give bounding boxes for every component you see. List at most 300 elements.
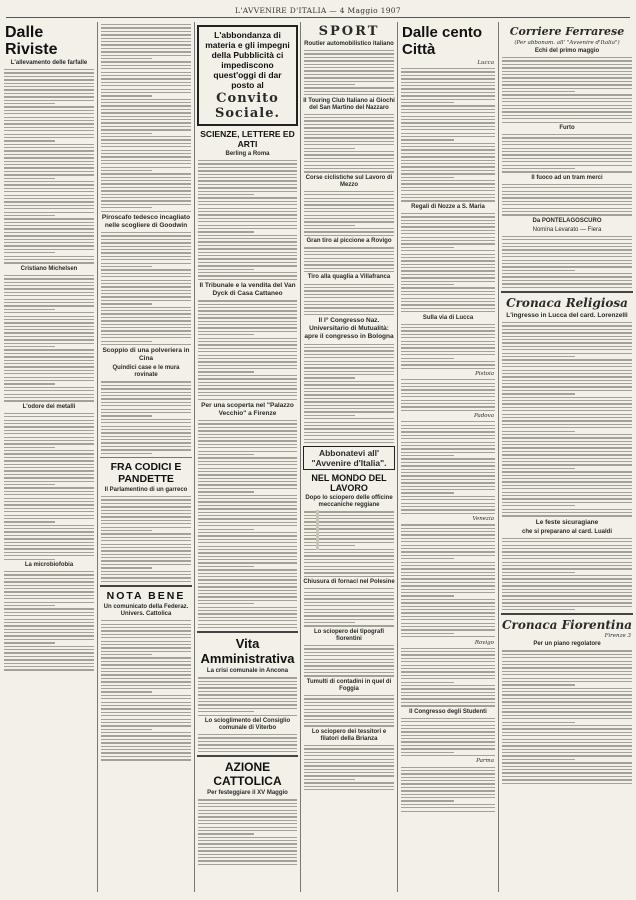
dateline: Rovigo [474, 639, 494, 646]
text-line [401, 383, 495, 384]
article-body [303, 50, 395, 95]
text-line [101, 449, 191, 450]
text-line [101, 183, 191, 184]
text-line [198, 529, 254, 530]
text-line [401, 787, 495, 788]
dateline: Padova [474, 413, 494, 420]
text-line [502, 420, 632, 421]
text-line [401, 281, 495, 282]
text-line [198, 258, 297, 259]
text-line [304, 779, 355, 780]
text-line [101, 627, 191, 628]
text-line [401, 194, 495, 195]
text-line [401, 486, 495, 487]
text-line [401, 465, 495, 466]
text-line [304, 225, 355, 226]
text-line [502, 239, 632, 240]
text-line [401, 735, 495, 736]
text-line [4, 528, 94, 529]
text-line [101, 266, 152, 267]
text-line [401, 558, 454, 559]
text-line [401, 606, 495, 607]
text-line [198, 399, 297, 400]
text-line [198, 265, 297, 266]
text-line [401, 428, 495, 429]
text-line [502, 67, 632, 68]
text-line [4, 222, 94, 223]
text-line [502, 578, 632, 579]
text-line [401, 368, 495, 369]
text-line [502, 363, 632, 364]
text-line [304, 442, 394, 443]
text-line [198, 698, 297, 699]
text-line [4, 316, 94, 317]
text-line [502, 84, 632, 85]
text-line [304, 652, 394, 653]
text-line [101, 55, 191, 56]
text-line [101, 530, 152, 531]
text-line [401, 658, 495, 659]
text-line [401, 671, 495, 672]
text-line [502, 766, 632, 767]
text-line [401, 260, 495, 261]
text-line [304, 665, 394, 666]
article-body [100, 24, 192, 212]
text-line [4, 123, 94, 124]
text-line [304, 350, 394, 351]
text-line [502, 572, 575, 573]
text-line [4, 542, 94, 543]
text-line [401, 410, 495, 411]
text-line [502, 568, 632, 569]
text-line [304, 347, 394, 348]
text-line [101, 24, 191, 25]
text-line [502, 214, 632, 215]
text-line [101, 263, 191, 264]
text-line [401, 721, 495, 722]
text-line [401, 226, 495, 227]
text-line [304, 598, 394, 599]
text-line [4, 292, 94, 293]
text-line [101, 34, 191, 35]
text-line [198, 365, 297, 366]
text-line [101, 85, 191, 86]
text-line [502, 515, 632, 516]
text-line [4, 555, 94, 556]
text-line [4, 137, 94, 138]
text-line [101, 139, 191, 140]
text-line [304, 377, 355, 378]
text-line [198, 512, 297, 513]
text-line [401, 270, 495, 271]
text-line [502, 108, 632, 109]
text-line [304, 782, 394, 783]
text-line [304, 725, 394, 726]
text-line [502, 184, 632, 185]
text-line [304, 422, 394, 423]
article-heading: Il Touring Club Italiano ai Giochi del San Martino del Nazzaro [303, 97, 395, 111]
text-line [101, 554, 191, 555]
paper-crease [316, 510, 319, 550]
text-line [101, 170, 152, 171]
text-line [401, 609, 495, 610]
text-line [4, 377, 94, 378]
text-line [101, 313, 191, 314]
text-line [502, 488, 632, 489]
text-line [4, 127, 94, 128]
article-heading: Le feste sicuragiane [535, 518, 599, 526]
text-line [502, 502, 632, 503]
text-line [502, 728, 632, 729]
text-line [4, 69, 94, 70]
text-line [198, 843, 297, 844]
text-line [304, 284, 394, 285]
text-line [101, 671, 191, 672]
text-line [401, 780, 495, 781]
text-line [4, 110, 94, 111]
text-line [304, 625, 394, 626]
text-line [304, 84, 355, 85]
text-line [502, 74, 632, 75]
text-line [198, 741, 297, 742]
text-line [401, 166, 495, 167]
text-line [401, 499, 495, 500]
text-line [502, 749, 632, 750]
text-line [304, 775, 394, 776]
text-line [502, 742, 632, 743]
text-line [502, 582, 632, 583]
text-line [502, 151, 632, 152]
text-line [198, 245, 297, 246]
text-line [198, 170, 297, 171]
text-line [198, 228, 297, 229]
text-line [4, 373, 94, 374]
text-line [198, 385, 297, 386]
text-line [502, 558, 632, 559]
text-line [401, 358, 454, 359]
text-line [502, 599, 632, 600]
text-line [4, 430, 94, 431]
text-line [198, 603, 254, 604]
text-line [401, 291, 495, 292]
text-line [502, 101, 632, 102]
text-line [4, 228, 94, 229]
text-line [198, 275, 297, 276]
text-line [304, 622, 355, 623]
text-line [304, 301, 394, 302]
text-line [304, 772, 394, 773]
text-line [502, 424, 632, 425]
text-line [4, 157, 94, 158]
text-line [4, 117, 94, 118]
article-heading: Il I° Congresso Naz. Universitario di Mutualità: apre il congresso in Bologna [304, 317, 394, 341]
text-line [502, 204, 632, 205]
text-line [502, 684, 575, 685]
text-line [101, 293, 191, 294]
text-line [401, 425, 495, 426]
text-line [304, 364, 394, 365]
text-line [401, 119, 495, 120]
text-line [4, 477, 94, 478]
text-line [101, 688, 191, 689]
article-body [400, 379, 496, 411]
text-line [198, 371, 254, 372]
text-line [502, 725, 632, 726]
article-heading: La microbiofobia [24, 561, 74, 568]
text-line [198, 368, 297, 369]
text-line [4, 525, 94, 526]
text-line [198, 498, 297, 499]
text-line [502, 325, 632, 326]
text-line [4, 460, 94, 461]
text-line [198, 803, 297, 804]
text-line [401, 99, 495, 100]
text-line [502, 735, 632, 736]
text-line [198, 378, 297, 379]
text-line [304, 247, 394, 248]
text-line [101, 520, 191, 521]
dateline: Lucca [477, 60, 494, 66]
text-line [198, 687, 297, 688]
text-line [101, 72, 191, 73]
column-6 [501, 22, 633, 892]
text-line [502, 141, 632, 142]
text-line [401, 170, 495, 171]
text-line [401, 112, 495, 113]
text-line [198, 218, 297, 219]
text-line [304, 569, 394, 570]
text-line [401, 626, 495, 627]
text-line [401, 351, 495, 352]
text-line [502, 270, 575, 271]
text-line [198, 583, 297, 584]
divider [197, 755, 298, 757]
text-line [101, 432, 191, 433]
text-line [4, 161, 94, 162]
text-line [401, 78, 495, 79]
text-line [4, 571, 94, 572]
text-line [101, 695, 191, 696]
text-line [304, 64, 394, 65]
article-heading: Corse ciclistiche sul Lavoro di Mezzo [305, 174, 393, 188]
article-subheading: Il Parlamentino di un garreco [104, 486, 188, 493]
text-line [502, 353, 632, 354]
text-line [4, 239, 94, 240]
text-line [101, 197, 191, 198]
text-line [304, 211, 394, 212]
text-line [401, 156, 495, 157]
text-line [304, 144, 394, 145]
text-line [198, 857, 297, 858]
text-line [198, 518, 297, 519]
text-line [198, 160, 297, 161]
text-line [101, 681, 191, 682]
text-line [401, 435, 495, 436]
text-line [198, 708, 297, 709]
text-line [502, 454, 632, 455]
column-rule [397, 22, 398, 892]
text-line [401, 629, 495, 630]
article-heading: L'odore dei metalli [22, 403, 76, 410]
article-body [501, 650, 633, 784]
text-line [502, 711, 632, 712]
text-line [304, 304, 394, 305]
text-line [304, 344, 394, 345]
text-line [401, 400, 495, 401]
text-line [101, 439, 191, 440]
text-line [101, 392, 191, 393]
article-heading: Tumulti di contadini in quel di Foggia [306, 678, 392, 692]
text-line [198, 701, 297, 702]
column-5 [400, 22, 496, 892]
text-line [198, 627, 297, 628]
text-line [304, 70, 394, 71]
text-line [198, 737, 297, 738]
text-line [401, 472, 495, 473]
text-line [4, 470, 94, 471]
text-line [198, 620, 297, 621]
text-line [502, 359, 632, 360]
text-line [198, 420, 297, 421]
text-line [101, 256, 191, 257]
text-line [4, 646, 94, 647]
text-line [502, 194, 632, 195]
text-line [304, 435, 394, 436]
text-line [502, 256, 632, 257]
text-line [198, 566, 254, 567]
text-line [304, 762, 394, 763]
text-line [198, 375, 297, 376]
text-line [101, 119, 191, 120]
text-line [4, 366, 94, 367]
article-subheading: Lo scioglimento del Consiglio comunale di Viterbo [204, 717, 291, 731]
text-line [304, 87, 394, 88]
text-line [198, 799, 297, 800]
text-line [4, 363, 94, 364]
text-line [304, 201, 394, 202]
text-line [304, 755, 394, 756]
text-line [4, 360, 94, 361]
text-line [4, 295, 94, 296]
text-line [198, 351, 297, 352]
text-line [401, 389, 495, 390]
text-line [502, 60, 632, 61]
text-line [502, 260, 632, 261]
text-line [502, 407, 632, 408]
text-line [502, 592, 632, 593]
text-line [401, 738, 495, 739]
text-line [101, 177, 191, 178]
text-line [198, 440, 297, 441]
text-line [304, 702, 394, 703]
text-line [401, 287, 495, 288]
text-line [304, 695, 394, 696]
text-line [401, 109, 495, 110]
text-line [198, 501, 297, 502]
text-line [502, 674, 632, 675]
text-line [198, 711, 254, 712]
text-line [304, 297, 394, 298]
text-line [4, 622, 94, 623]
text-line [101, 246, 191, 247]
text-line [4, 416, 94, 417]
text-line [101, 668, 191, 669]
text-line [101, 513, 191, 514]
article-subheading: Dopo lo sciopero delle officine meccaniche reggiane [305, 495, 393, 509]
text-line [4, 140, 55, 141]
text-line [198, 806, 297, 807]
text-line [198, 694, 297, 695]
text-line [101, 381, 191, 382]
text-line [101, 664, 191, 665]
text-line [401, 445, 495, 446]
column-3 [197, 22, 298, 892]
text-line [304, 675, 394, 676]
text-line [401, 406, 495, 407]
article-body [100, 381, 192, 454]
text-line [101, 136, 191, 137]
text-line [304, 391, 394, 392]
text-line [401, 294, 495, 295]
text-line [401, 458, 495, 459]
text-line [304, 418, 394, 419]
text-line [101, 207, 152, 208]
text-line [101, 317, 191, 318]
article-body [400, 68, 496, 202]
text-line [101, 398, 191, 399]
text-line [198, 613, 297, 614]
text-line [101, 105, 191, 106]
text-line [304, 408, 394, 409]
article-body [197, 677, 298, 716]
text-line [4, 242, 94, 243]
article-body [400, 718, 496, 757]
text-line [304, 357, 394, 358]
text-line [4, 545, 94, 546]
text-line [502, 545, 632, 546]
text-line [198, 208, 297, 209]
text-line [502, 585, 632, 586]
text-line [4, 188, 94, 189]
text-line [304, 171, 394, 172]
text-line [502, 451, 632, 452]
text-line [101, 27, 191, 28]
text-line [401, 705, 495, 706]
divider [100, 585, 192, 587]
text-line [304, 572, 394, 573]
text-line [4, 447, 55, 448]
text-line [101, 122, 191, 123]
notice-subheading: Un comunicato della Federaz. Univers. Cattolica [103, 604, 189, 618]
text-line [401, 688, 495, 689]
text-line [4, 649, 94, 650]
text-line [304, 254, 394, 255]
text-line [101, 163, 191, 164]
text-line [502, 236, 632, 237]
text-line [198, 180, 297, 181]
text-line [401, 636, 495, 637]
text-line [502, 349, 632, 350]
text-line [502, 495, 632, 496]
text-line [401, 254, 495, 255]
text-line [502, 505, 575, 506]
text-line [4, 346, 55, 347]
text-line [198, 515, 297, 516]
text-line [502, 681, 632, 682]
text-line [502, 722, 575, 723]
text-line [198, 191, 297, 192]
text-line [401, 668, 495, 669]
